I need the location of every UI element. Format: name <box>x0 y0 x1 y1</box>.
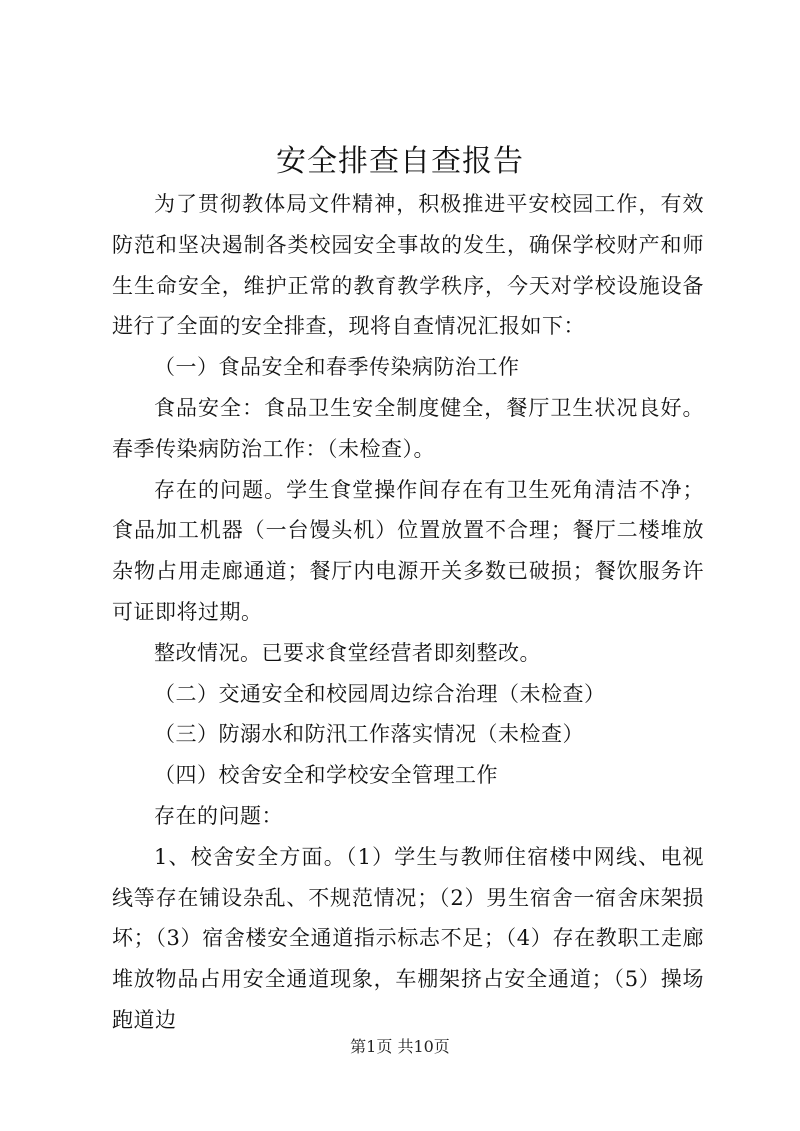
section-heading-school-buildings: （四）校舍安全和学校安全管理工作 <box>154 763 498 788</box>
document-body <box>112 184 704 1041</box>
paragraph-food-problems: 存在的问题。学生食堂操作间存在有卫生死角清洁不净；食品加工机器（一台馒头机）位置放置不合理；餐厅二楼堆放杂物占用走廊通道；餐厅内电源开关多数已破损；餐饮服务许可证即将过期。 <box>112 477 704 624</box>
paragraph-intro: 为了贯彻教体局文件精神，积极推进平安校园工作，有效防范和坚决遏制各类校园安全事故的发生，确保学校财产和师生生命安全，维护正常的教育教学秩序，今天对学校设施设备进行了全面的安全排查，现将自查情况汇报如下： <box>112 192 704 339</box>
paragraph-rectification: 整改情况。已要求食堂经营者即刻整改。 <box>154 640 541 665</box>
page-footer: 第1页 共10页 <box>350 1037 450 1056</box>
section-heading-drowning-flood: （三）防溺水和防汛工作落实情况（未检查） <box>154 722 584 747</box>
paragraph-building-safety: 1、校舍安全方面。（1）学生与教师住宿楼中网线、电视线等存在铺设杂乱、不规范情况；（2）男生宿舍一宿舍床架损坏；（3）宿舍楼安全通道指示标志不足；（4）存在教职工走廊堆放物品占用安全通道现象，车棚架挤占安全通道；（5）操场跑道边 <box>112 844 704 1032</box>
document-title: 安全排查自查报告 <box>276 144 524 179</box>
paragraph-problems-label: 存在的问题： <box>154 803 283 828</box>
paragraph-food-safety: 食品安全：食品卫生安全制度健全，餐厅卫生状况良好。春季传染病防治工作：（未检查）。 <box>112 395 704 461</box>
section-heading-food-safety: （一）食品安全和春季传染病防治工作 <box>154 355 520 380</box>
section-heading-traffic-safety: （二）交通安全和校园周边综合治理（未检查） <box>154 681 606 706</box>
